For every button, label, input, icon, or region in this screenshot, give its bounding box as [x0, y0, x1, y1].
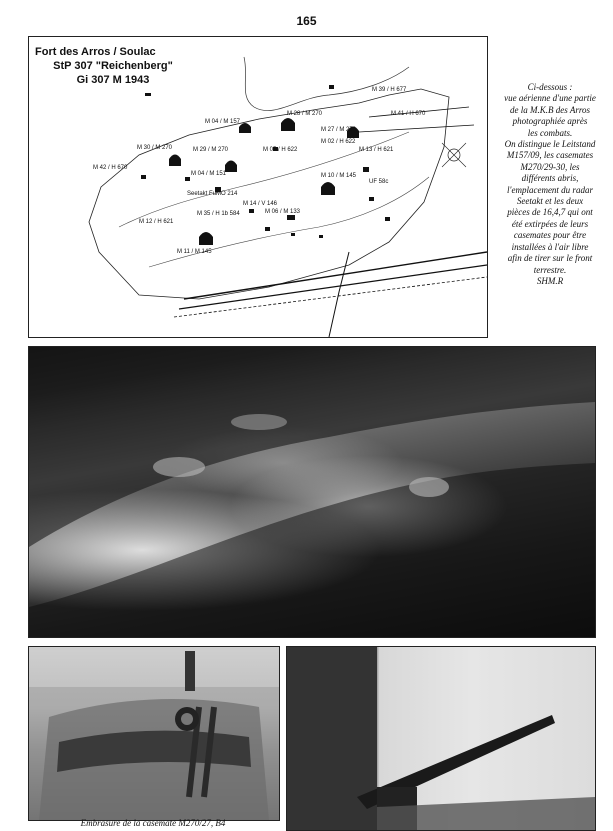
map-road [359, 125, 474, 132]
map-label: M 14 / V 146 [243, 201, 278, 207]
casemate-markers [141, 85, 390, 245]
caption-line: pièces de 16,4,7 qui ont [507, 207, 593, 218]
map-label: M 13 / H 621 [359, 147, 394, 153]
map-label: Seetakt FuMO 214 [187, 191, 238, 197]
map-label: M 02 / H 622 [321, 139, 356, 145]
caption-line: différents abris, [521, 173, 579, 184]
map-perimeter [89, 89, 449, 299]
map-label: UF 58c [369, 179, 389, 185]
caption-line: SHM.R [536, 275, 564, 286]
map-label: M 29 / M 270 [193, 147, 229, 153]
caption-line: de la M.K.B des Arros [510, 104, 590, 115]
caption-line: afin de tirer sur le front [507, 253, 593, 264]
map-title [33, 45, 193, 87]
compass-rose-icon [442, 143, 466, 167]
caption-line: été extirpées de leurs [511, 218, 589, 229]
map-title-line: Gi 307 M 1943 [76, 74, 150, 86]
caption-line: vue aérienne d'une partie [504, 93, 596, 104]
map-label: M 28 / M 270 [287, 111, 323, 117]
map-label: M 04 / M 151 [191, 171, 227, 177]
map-label: M 04 / M 157 [205, 119, 241, 125]
map-label: M 05 / H 622 [263, 147, 298, 153]
map-label: M 10 / M 145 [321, 173, 357, 179]
map-title-line: Fort des Arros / Soulac [35, 46, 156, 58]
map-label: M 42 / H 670 [93, 165, 128, 171]
caption-line: casemates pour être [513, 230, 587, 241]
gun-barrel-photo-detail [287, 647, 595, 830]
fortification-map [28, 36, 488, 338]
map-label: M 27 / M 270 [321, 127, 357, 133]
map-road [184, 252, 487, 299]
map-label: M 35 / H 1b 584 [197, 211, 240, 217]
caption-line: Ci-dessous : [527, 82, 573, 92]
photo-caption: Embrasure de la casemate M270/27, B4 [80, 818, 226, 828]
map-label: M 41 / H 670 [391, 111, 426, 117]
map-labels [93, 87, 426, 255]
caption-line: M157/09, les casemates [506, 150, 594, 161]
caption-line: l'emplacement du radar [507, 184, 593, 195]
caption-line: Seetakt et les deux [516, 196, 584, 207]
map-label: M 39 / H 677 [372, 87, 407, 93]
map-title-line: StP 307 "Reichenberg" [53, 60, 173, 72]
map-road [179, 265, 487, 309]
aerial-photo [28, 346, 596, 638]
caption-line: terrestre. [533, 264, 567, 275]
caption-line: M270/29-30, les [520, 161, 580, 172]
caption-line: installées à l'air libre [511, 241, 589, 252]
caption-line: photographiée après [512, 116, 588, 127]
side-caption [492, 82, 608, 287]
map-label: M 30 / M 270 [137, 145, 173, 151]
casemate-photo [28, 646, 280, 821]
gun-barrel-photo [286, 646, 596, 831]
map-label: M 12 / H 621 [139, 219, 174, 225]
map-road [174, 277, 487, 317]
map-road [329, 252, 349, 337]
aerial-photo-detail [29, 347, 595, 637]
page-number: 165 [296, 14, 317, 28]
caption-line: On distingue le Leitstand [504, 139, 596, 150]
map-label: M 11 / M 145 [177, 249, 212, 255]
map-label: M 06 / M 133 [265, 209, 301, 215]
map-track [244, 57, 409, 111]
caption-line: les combats. [527, 127, 573, 138]
casemate-photo-detail [29, 647, 279, 820]
